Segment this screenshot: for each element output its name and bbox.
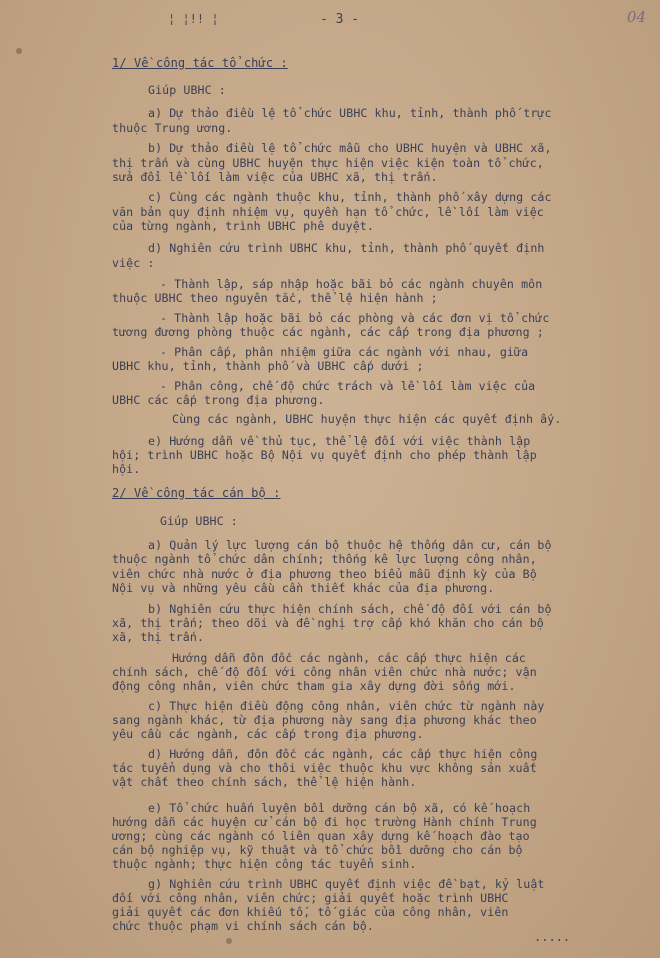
text-line: Nội vụ và những yêu cầu cần thiết khác của địa phương. (112, 581, 495, 595)
text-line: UBHC khu, tỉnh, thành phố và UBHC cấp dưới ; (112, 359, 424, 373)
text-line: động công nhân, viên chức tham gia xây dựng đời sống mới. (112, 679, 516, 693)
text-line: thị trấn và cùng UBHC huyện thực hiện việc kiện toàn tổ chức, (112, 156, 544, 170)
text-line: - Phân cấp, phân nhiệm giữa các ngành với nhau, giữa (160, 345, 529, 359)
text-line: d) Nghiên cứu trình UBHC khu, tỉnh, thành phố quyết định (148, 241, 545, 255)
text-line: chức thuộc phạm vi chính sách cán bộ. (112, 919, 374, 933)
section2-heading: 2/ Về công tác cán bộ : (112, 486, 281, 500)
text-line: thuộc UBHC theo nguyên tắc, thể lệ hiện hành ; (112, 291, 438, 305)
text-line: - Phân công, chế độ chức trách và lề lối làm việc của (160, 379, 536, 393)
text-line: tác tuyển dụng và cho thôi việc thuộc khu vực không sản xuất (112, 761, 537, 775)
text-line: của từng ngành, trình UBHC phê duyệt. (112, 219, 374, 233)
text-line: b) Dự thảo điều lệ tổ chức mẫu cho UBHC huyện và UBHC xã, (148, 141, 552, 155)
text-line: - Thành lập, sáp nhập hoặc bãi bỏ các ngành chuyên môn (160, 277, 543, 291)
text-line: giải quyết các đơn khiếu tố, tố giác của công nhân, viên (112, 905, 509, 919)
section2-intro: Giúp UBHC : (160, 514, 238, 528)
handwritten-marks: ¦ ¦!! ¦ (168, 12, 219, 26)
text-line: hội; trình UBHC hoặc Bộ Nội vụ quyết định cho phép thành lập (112, 448, 537, 462)
text-line: xã, thị trấn. (112, 630, 205, 644)
paper-speck (16, 48, 22, 54)
text-line: ương; cùng các ngành có liên quan xây dựng kế hoạch đào tạo (112, 829, 530, 843)
text-line: vật chất theo chính sách, thể lệ hiện hành. (112, 775, 417, 789)
continuation-dots: ..... (534, 930, 571, 944)
text-line: b) Nghiên cứu thực hiện chính sách, chế độ đối với cán bộ (148, 602, 552, 616)
corner-page-number: 04 (626, 8, 646, 26)
text-line: - Thành lập hoặc bãi bỏ các phòng và các đơn vị tổ chức (160, 311, 550, 325)
section1-heading: 1/ Về công tác tổ chức : (112, 56, 288, 70)
text-line: yêu cầu các ngành, các cấp trong địa phương. (112, 727, 424, 741)
text-line: c) Cùng các ngành thuộc khu, tỉnh, thành phố xây dựng các (148, 190, 552, 204)
text-line: e) Hướng dẫn về thủ tục, thể lệ đối với việc thành lập (148, 434, 531, 448)
page-number: - 3 - (320, 12, 360, 27)
text-line: d) Hướng dẫn, đôn đốc các ngành, các cấp thực hiện công (148, 747, 538, 761)
text-line: hội. (112, 462, 141, 476)
text-line: đối với công nhân, viên chức; giải quyết hoặc trình UBHC (112, 891, 509, 905)
text-line: xã, thị trấn; theo dõi và đề nghị trợ cấp khó khăn cho cán bộ (112, 616, 544, 630)
text-line: sửa đổi lề lối làm việc của UBHC xã, thị trấn. (112, 170, 438, 184)
text-line: cán bộ nghiệp vụ, kỹ thuật và tổ chức bồi dưỡng cho cán bộ (112, 843, 523, 857)
text-line: Hướng dẫn đôn đốc các ngành, các cấp thực hiện các (172, 651, 527, 665)
text-line: tương đương phòng thuộc các ngành, các cấp trong địa phương ; (112, 325, 544, 339)
text-line: a) Quản lý lực lượng cán bộ thuộc hệ thống dân cư, cán bộ (148, 538, 552, 552)
text-line: sang ngành khác, từ địa phương này sang địa phương khác theo (112, 713, 537, 727)
section1-intro: Giúp UBHC : (148, 83, 226, 97)
text-line: e) Tổ chức huấn luyện bồi dưỡng cán bộ xã, có kế hoạch (148, 801, 531, 815)
paper-speck (226, 938, 232, 944)
text-line: g) Nghiên cứu trình UBHC quyết định việc đề bạt, kỷ luật (148, 877, 545, 891)
text-line: thuộc ngành tổ chức dân chính; thống kê lực lượng công nhân, (112, 552, 537, 566)
text-line: văn bản quy định nhiệm vụ, quyền hạn tổ chức, lề lối làm việc (112, 205, 544, 219)
text-line: chính sách, chế độ đối với công nhân viên chức nhà nước; vận (112, 665, 537, 679)
text-line: thuộc ngành; thực hiện công tác tuyển sinh. (112, 857, 417, 871)
text-line: c) Thực hiện điều động công nhân, viên chức từ ngành này (148, 699, 545, 713)
text-line: Cùng các ngành, UBHC huyện thực hiện các quyết định ấy. (172, 412, 562, 426)
text-line: hướng dẫn các huyện cử cán bộ đi học trường Hành chính Trung (112, 815, 537, 829)
text-line: việc : (112, 256, 155, 270)
text-line: viên chức nhà nước ở địa phương theo biểu mẫu định kỳ của Bộ (112, 567, 537, 581)
text-line: UBHC các cấp trong địa phương. (112, 393, 325, 407)
text-line: a) Dự thảo điều lệ tổ chức UBHC khu, tỉnh, thành phố trực (148, 106, 552, 120)
text-line: thuộc Trung ương. (112, 121, 233, 135)
